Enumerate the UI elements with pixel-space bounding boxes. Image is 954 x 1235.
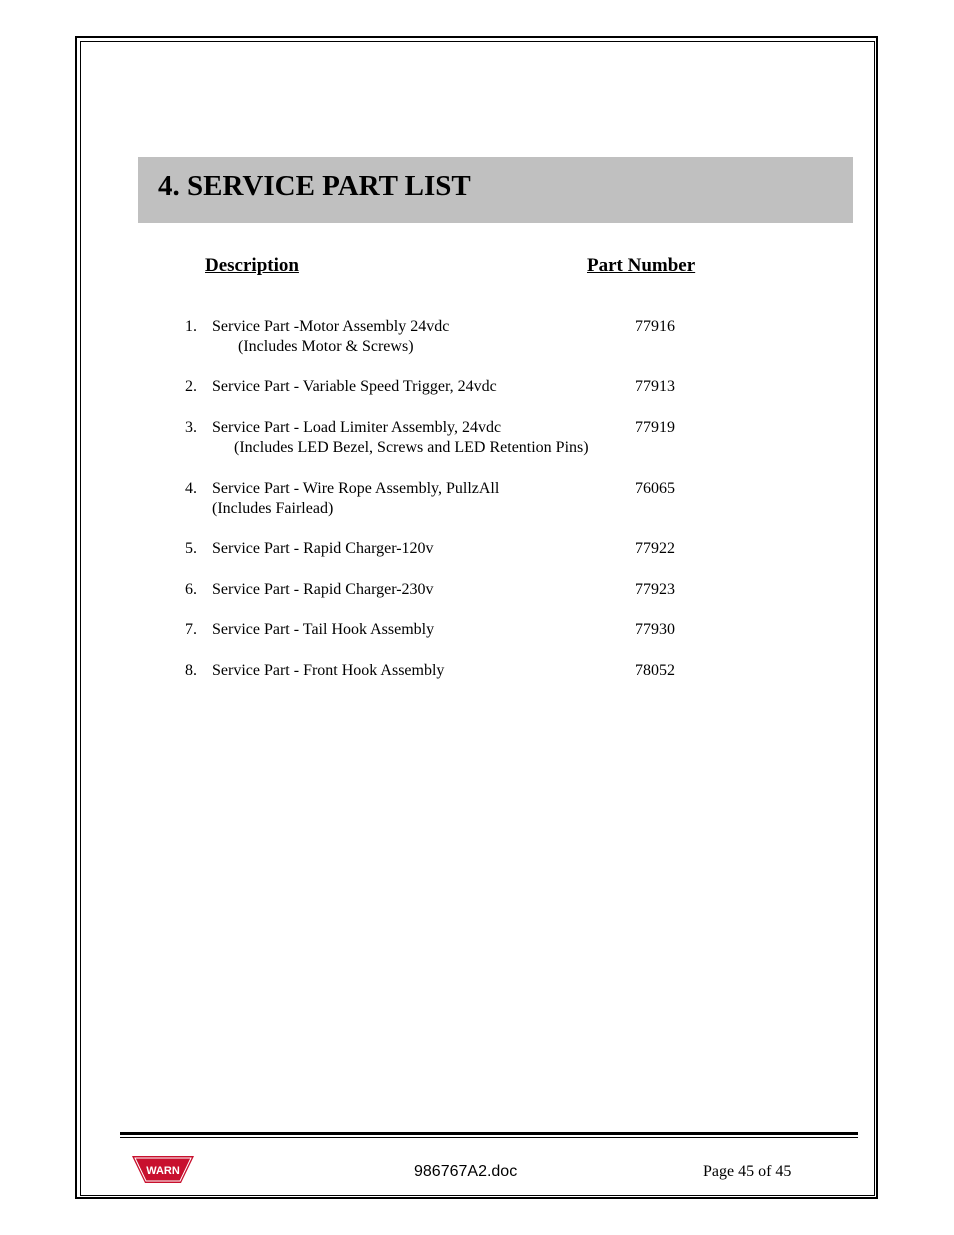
part-item-description: Service Part - Front Hook Assembly bbox=[212, 662, 445, 679]
part-item-description: Service Part - Rapid Charger-230v bbox=[212, 581, 434, 598]
warn-logo-text: WARN bbox=[146, 1165, 180, 1177]
part-item-part-number: 78052 bbox=[635, 662, 675, 679]
part-item-description: Service Part - Variable Speed Trigger, 24vdc bbox=[212, 378, 497, 395]
part-item-description: Service Part - Rapid Charger-120v bbox=[212, 540, 434, 557]
part-item-part-number: 77923 bbox=[635, 581, 675, 598]
part-item-note: (Includes LED Bezel, Screws and LED Retention Pins) bbox=[234, 439, 589, 456]
part-item-number: 6. bbox=[185, 581, 197, 598]
part-item-number: 4. bbox=[185, 480, 197, 497]
part-item-part-number: 77922 bbox=[635, 540, 675, 557]
part-item-note: (Includes Motor & Screws) bbox=[238, 338, 414, 355]
part-item-note: (Includes Fairlead) bbox=[212, 500, 334, 517]
column-header-part-number: Part Number bbox=[587, 255, 696, 276]
part-item-number: 8. bbox=[185, 662, 197, 679]
part-item-description: Service Part -Motor Assembly 24vdc bbox=[212, 318, 450, 335]
part-item-number: 2. bbox=[185, 378, 197, 395]
part-item-number: 1. bbox=[185, 318, 197, 335]
part-item-description: Service Part - Wire Rope Assembly, PullzAll bbox=[212, 480, 500, 497]
part-item-number: 7. bbox=[185, 621, 197, 638]
part-item-part-number: 77913 bbox=[635, 378, 675, 395]
part-item-number: 5. bbox=[185, 540, 197, 557]
part-item-part-number: 77916 bbox=[635, 318, 675, 335]
footer-page-number: Page 45 of 45 bbox=[703, 1163, 792, 1180]
warn-logo bbox=[131, 1154, 195, 1185]
footer-divider bbox=[120, 1132, 858, 1135]
part-item-description: Service Part - Load Limiter Assembly, 24vdc bbox=[212, 419, 502, 436]
footer-divider-thin bbox=[120, 1137, 858, 1138]
part-item-part-number: 76065 bbox=[635, 480, 675, 497]
column-header-description: Description bbox=[205, 255, 299, 276]
section-heading-band bbox=[138, 157, 853, 223]
part-item-part-number: 77930 bbox=[635, 621, 675, 638]
footer-document-name: 986767A2.doc bbox=[414, 1163, 518, 1180]
part-item-part-number: 77919 bbox=[635, 419, 675, 436]
part-item-number: 3. bbox=[185, 419, 197, 436]
section-title: 4. SERVICE PART LIST bbox=[158, 170, 471, 202]
part-item-description: Service Part - Tail Hook Assembly bbox=[212, 621, 435, 638]
